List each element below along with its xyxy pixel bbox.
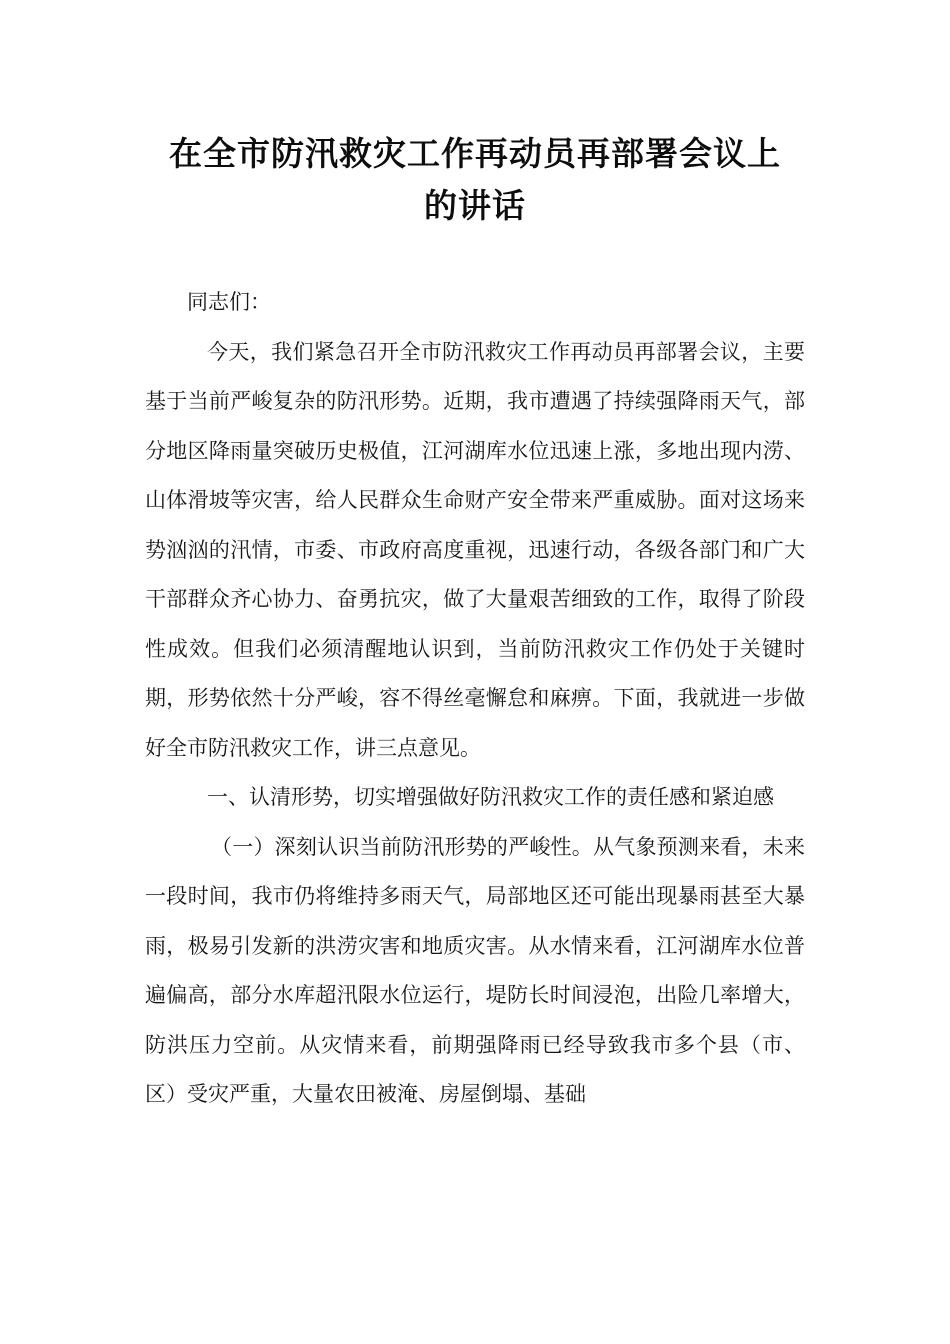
title-line-2: 的讲话 (424, 186, 526, 225)
intro-paragraph: 今天，我们紧急召开全市防汛救灾工作再动员再部署会议，主要基于当前严峻复杂的防汛形势。近期，我市遭遇了持续强降雨天气，部分地区降雨量突破历史极值，江河湖库水位迅速上涨，多地出现内涝、山体滑坡等灾害，给人民群众生命财产安全带来严重威胁。面对这场来势汹汹的汛情，市委、市政府高度重视，迅速行动，各级各部门和广大干部群众齐心协力、奋勇抗灾，做了大量艰苦细致的工作，取得了阶段性成效。但我们必须清醒地认识到，当前防汛救灾工作仍处于关键时期，形势依然十分严峻，容不得丝毫懈怠和麻痹。下面，我就进一步做好全市防汛救灾工作，讲三点意见。 (145, 339, 805, 760)
greeting: 同志们： (187, 290, 271, 314)
section-heading: 一、认清形势，切实增强做好防汛救灾工作的责任感和紧迫感 (207, 785, 774, 809)
title-line-1: 在全市防汛救灾工作再动员再部署会议上 (169, 134, 781, 173)
document-title (145, 128, 805, 232)
subsection-paragraph: （一）深刻认识当前防汛形势的严峻性。从气象预测来看，未来一段时间，我市仍将维持多雨天气，局部地区还可能出现暴雨甚至大暴雨，极易引发新的洪涝灾害和地质灾害。从水情来看，江河湖库水位普遍偏高，部分水库超汛限水位运行，堤防长时间浸泡，出险几率增大，防洪压力空前。从灾情来看，前期强降雨已经导致我市多个县（市、区）受灾严重，大量农田被淹、房屋倒塌、基础 (145, 834, 805, 1106)
document-body (145, 278, 805, 1120)
